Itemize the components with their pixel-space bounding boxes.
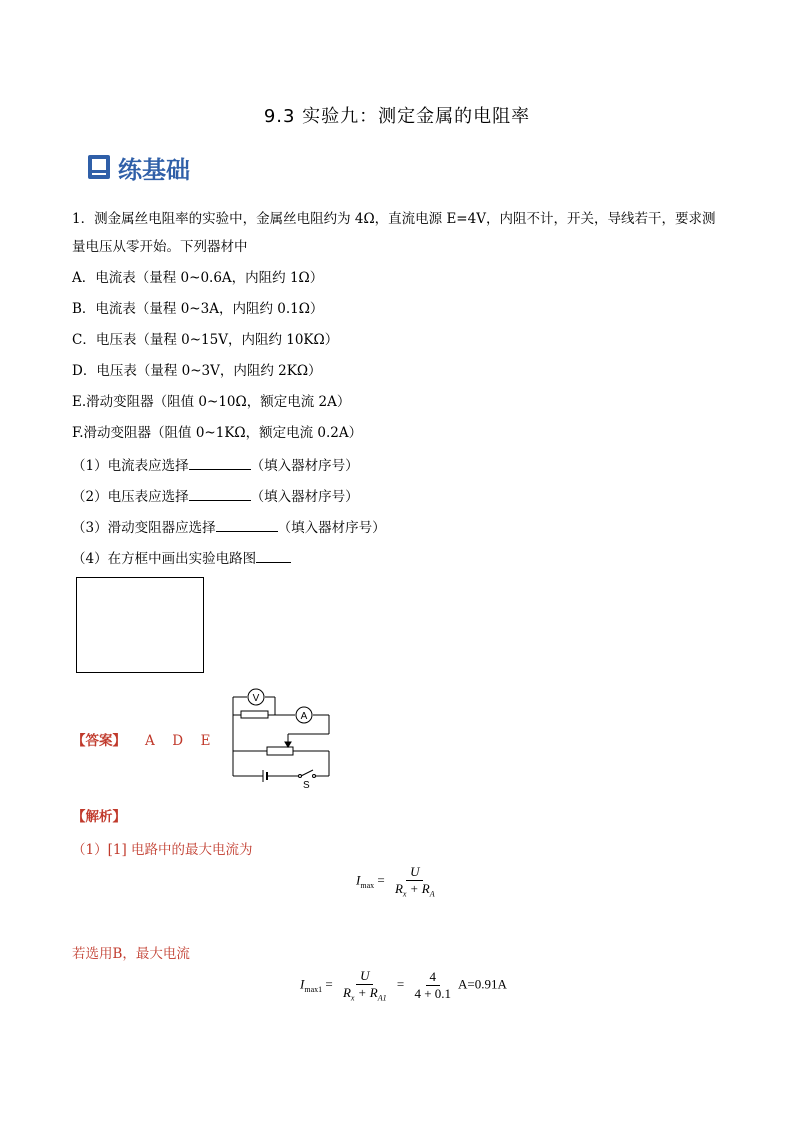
book-icon: [88, 155, 110, 179]
section-label: 练基础: [118, 155, 190, 184]
question-stem: [72, 205, 732, 261]
equation-1: $I_{max}$ = $\frac{U}{R_x + R_A}$: [356, 864, 435, 899]
sub-question-2: （2）电压表应选择 （填入器材序号）: [72, 486, 359, 507]
answer-label: 【答案】: [72, 733, 126, 749]
circuit-drawing-box: [76, 577, 204, 673]
option-f: F.滑动变阻器（阻值 0~1KΩ，额定电流 0.2A）: [72, 425, 363, 441]
stem-line-1: 1．测金属丝电阻率的实验中，金属丝电阻约为 4Ω，直流电源 E=4V，内阻不计，开关，导线若干，要求测: [72, 211, 716, 227]
answer-blank-2: [189, 486, 251, 501]
answer-blank-1: [189, 455, 251, 470]
option-d: D．电压表（量程 0~3V，内阻约 2KΩ）: [72, 363, 322, 379]
resistor-rx: [241, 711, 268, 718]
section-header: [88, 150, 190, 184]
stem-line-2: 量电压从零开始。下列器材中: [72, 239, 248, 255]
option-c: C．电压表（量程 0~15V，内阻约 10KΩ）: [72, 332, 339, 348]
analysis-step-2: 若选用B，最大电流: [72, 946, 190, 962]
ammeter-label: A: [300, 711, 308, 722]
sub-question-3: （3）滑动变阻器应选择 （填入器材序号）: [72, 517, 386, 538]
analysis-label: 【解析】: [72, 809, 126, 825]
circuit-diagram: [225, 684, 335, 790]
answer-blank-4: [256, 548, 291, 563]
sub-question-4: （4）在方框中画出实验电路图: [72, 548, 291, 569]
switch-label: S: [303, 780, 310, 790]
voltmeter-label: V: [252, 693, 260, 704]
analysis-step-1: （1）[1] 电路中的最大电流为: [72, 842, 253, 858]
option-a: A．电流表（量程 0~0.6A，内阻约 1Ω）: [72, 270, 324, 286]
page-title: 9.3 实验九：测定金属的电阻率: [263, 106, 531, 127]
sub-question-1: （1）电流表应选择 （填入器材序号）: [72, 455, 359, 476]
answer-blank-3: [216, 517, 278, 532]
equation-2: $I_{max1}$ = $\frac{U}{R_x + R_{A1}}$ = $\frac{4}{4 + 0.1}$ A=0.91A: [300, 968, 507, 1003]
option-e: E.滑动变阻器（阻值 0~10Ω，额定电流 2A）: [72, 394, 351, 410]
option-b: B．电流表（量程 0~3A，内阻约 0.1Ω）: [72, 301, 324, 317]
answer-values: A D E: [145, 733, 213, 749]
rheostat: [267, 747, 293, 755]
